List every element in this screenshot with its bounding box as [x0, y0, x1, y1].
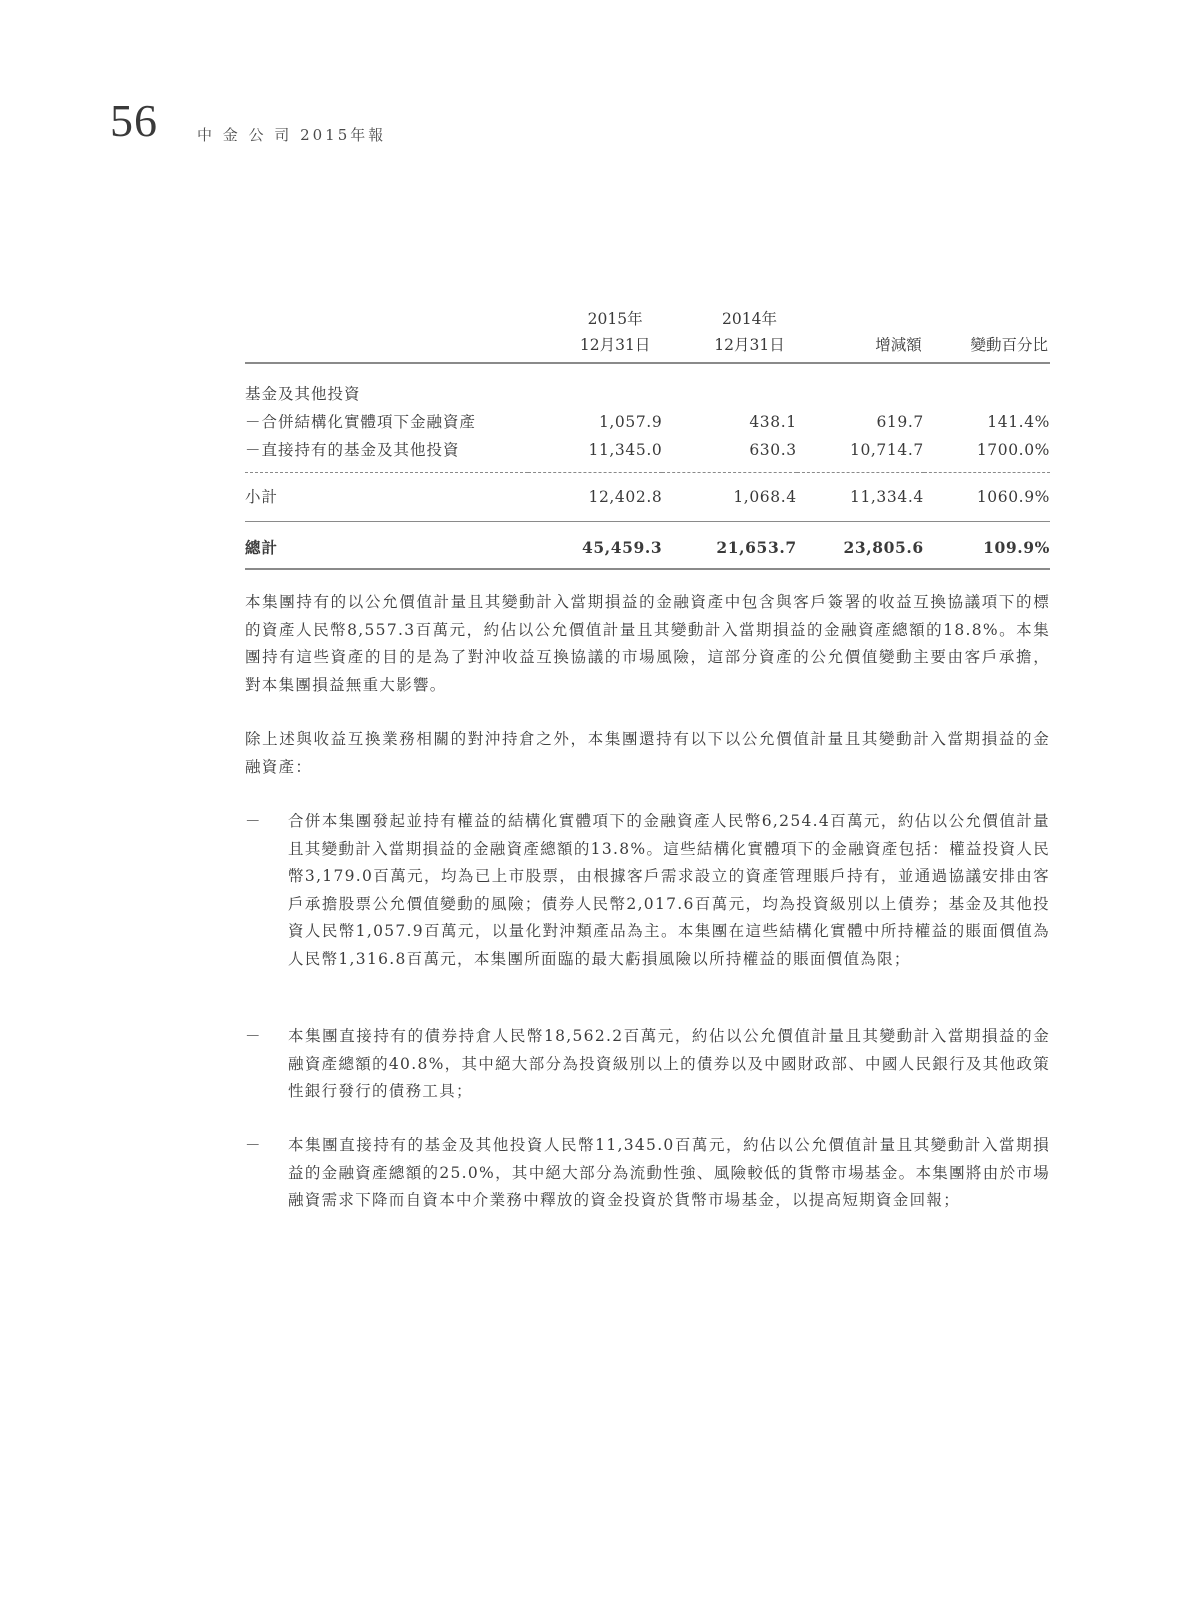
table-header-row [245, 306, 1050, 363]
bullet-dash: － [245, 812, 262, 830]
list-item [245, 1132, 1050, 1215]
bullet-text: 本集團直接持有的基金及其他投資人民幣11,345.0百萬元，約佔以公允價值計量且其變動計入當期損益的金融資產總額的25.0%，其中絕大部分為流動性強、風險較低的貨幣市場基金。本集團將由於市場融資需求下降而自資本中介業務中釋放的資金投資於貨幣市場基金，以提高短期資金回報； [288, 1136, 1050, 1209]
column-header-change-amount [797, 306, 924, 363]
subtotal-value-2014: 1,068.4 [662, 473, 796, 522]
list-item [245, 1023, 1050, 1106]
subtotal-change-amount: 11,334.4 [797, 473, 924, 522]
column-header-2015 [528, 306, 662, 363]
column-header-change-percent [924, 306, 1050, 363]
row-change-percent: 141.4% [987, 413, 1050, 431]
row-label: －直接持有的基金及其他投資 [245, 436, 528, 473]
row-value-2015: 11,345.0 [528, 436, 662, 473]
total-change-amount: 23,805.6 [797, 522, 924, 570]
total-change-percent: 109.9% [924, 522, 1050, 570]
table-row [245, 436, 1050, 473]
row-value-2014: 438.1 [749, 413, 797, 431]
bullet-text: 本集團直接持有的債券持倉人民幣18,562.2百萬元，約佔以公允價值計量且其變動計入當期損益的金融資產總額的40.8%，其中絕大部分為投資級別以上的債券以及中國財政部、中國人民銀行及其他政策性銀行發行的債務工具； [288, 1027, 1050, 1100]
list-item [245, 808, 1050, 973]
column-header-2015-date: 12月31日 [579, 336, 651, 354]
section-label: 基金及其他投資 [245, 385, 361, 403]
subtotal-label: 小計 [245, 473, 528, 522]
column-header-change-amount-label: 增減額 [875, 336, 922, 354]
column-header-2015-year: 2015年 [587, 310, 643, 328]
column-header-2014-date: 12月31日 [714, 336, 785, 354]
column-header-change-percent-label: 變動百分比 [970, 336, 1048, 354]
running-header-title: 中 金 公 司 2015年報 [197, 126, 387, 144]
subtotal-value-2015: 12,402.8 [528, 473, 662, 522]
row-change-percent: 1700.0% [924, 436, 1050, 473]
paragraph-other-assets-intro: 除上述與收益互換業務相關的對沖持倉之外，本集團還持有以下以公允價值計量且其變動計入當期損益的金融資產： [245, 730, 1050, 776]
table-row [245, 408, 1050, 436]
row-label: －合併結構化實體項下金融資產 [245, 413, 477, 431]
total-label: 總計 [245, 522, 528, 570]
row-change-amount: 619.7 [876, 413, 924, 431]
total-value-2014: 21,653.7 [662, 522, 796, 570]
column-header-2014 [662, 306, 796, 363]
bullet-text: 合併本集團發起並持有權益的結構化實體項下的金融資產人民幣6,254.4百萬元，約佔以公允價值計量且其變動計入當期損益的金融資產總額的13.8%。這些結構化實體項下的金融資產包括：權益投資人民幣3,179.0百萬元，均為已上市股票，由根據客戶需求設立的資產管理賬戶持有，並通過協議安排由客戶承擔股票公允價值變動的風險；債券人民幣2,017.6百萬元，均為投資級別以上債券；基金及其他投資人民幣1,057.9百萬元，以量化對沖類產品為主。本集團在這些結構化實體中所持權益的賬面價值為人民幣1,316.8百萬元，本集團所面臨的最大虧損風險以所持權益的賬面價值為限； [288, 812, 1050, 968]
column-header-2014-year: 2014年 [722, 310, 777, 328]
row-value-2014: 630.3 [662, 436, 796, 473]
subtotal-row [245, 473, 1050, 522]
total-row [245, 522, 1050, 570]
header-label-cell [245, 306, 528, 363]
bullet-dash: － [245, 1027, 262, 1045]
table-section-row [245, 363, 1050, 408]
total-value-2015: 45,459.3 [528, 522, 662, 570]
financial-table [245, 306, 1050, 570]
paragraph-hedging-assets: 本集團持有的以公允價值計量且其變動計入當期損益的金融資產中包含與客戶簽署的收益互換協議項下的標的資產人民幣8,557.3百萬元，約佔以公允價值計量且其變動計入當期損益的金融資產總額的18.8%。本集團持有這些資產的目的是為了對沖收益互換協議的市場風險，這部分資產的公允價值變動主要由客戶承擔，對本集團損益無重大影響。 [245, 593, 1050, 694]
row-change-amount: 10,714.7 [797, 436, 924, 473]
page-number: 56 [110, 95, 158, 146]
subtotal-change-percent: 1060.9% [924, 473, 1050, 522]
bullet-dash: － [245, 1136, 262, 1154]
row-value-2015: 1,057.9 [598, 413, 663, 431]
